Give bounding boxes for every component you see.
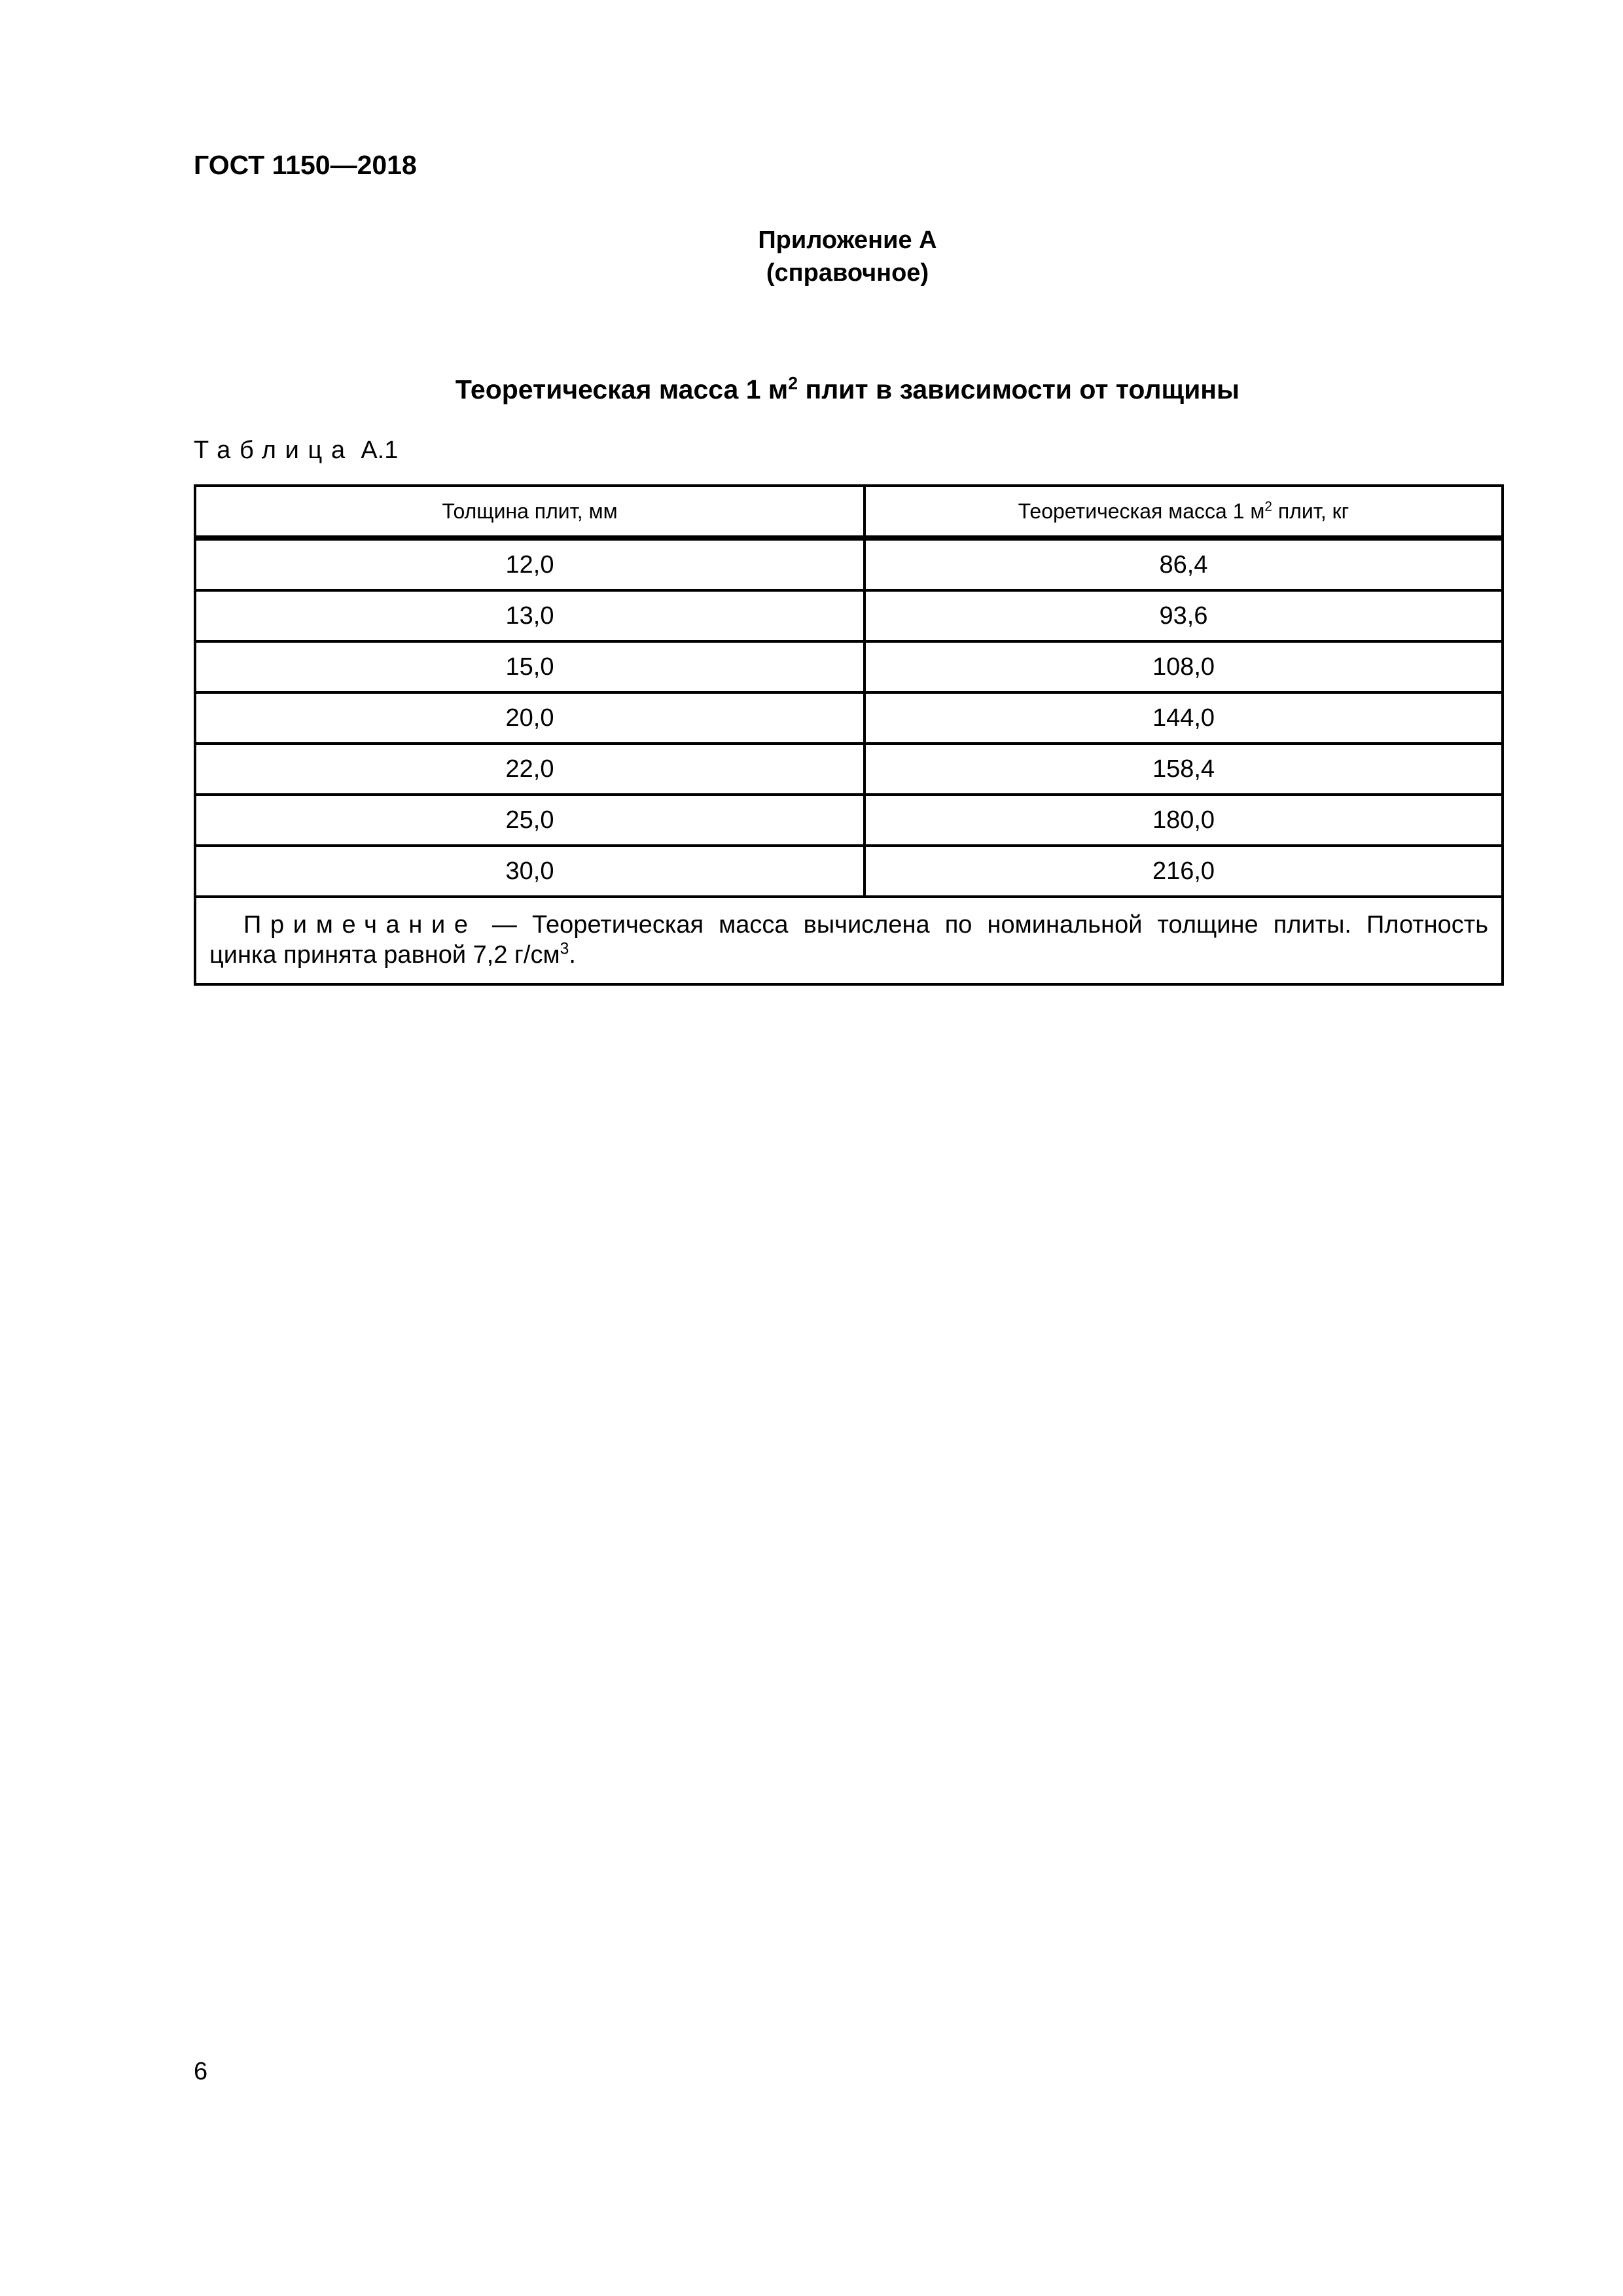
table-caption	[194, 434, 398, 467]
appendix-status: (справочное)	[766, 259, 929, 287]
table-row	[195, 744, 1503, 795]
header-mass-rest: плит, кг	[1272, 499, 1349, 523]
table-row	[195, 692, 1503, 744]
table-header-row	[195, 486, 1503, 538]
cell-mass: 216,0	[865, 846, 1503, 897]
table-note	[195, 897, 1503, 984]
cell-mass: 108,0	[865, 641, 1503, 692]
cell-mass: 93,6	[865, 590, 1503, 641]
appendix-title: Приложение А	[758, 226, 937, 254]
cell-mass: 86,4	[865, 538, 1503, 590]
note-text: — Теоретическая масса вычислена по номинальной толщине плиты. Плотность цинка принята равной 7,2 г/см	[209, 911, 1488, 969]
mass-table	[194, 484, 1504, 986]
table-row	[195, 795, 1503, 846]
section-title-main: Теоретическая масса 1 м	[455, 374, 789, 404]
cell-mass: 158,4	[865, 744, 1503, 795]
page-number: 6	[194, 2058, 208, 2085]
header-mass-main: Теоретическая масса 1 м	[1018, 499, 1265, 523]
cell-thickness: 12,0	[195, 538, 865, 590]
section-title	[194, 370, 1501, 409]
note-label: Примечание	[243, 911, 477, 939]
cell-thickness: 30,0	[195, 846, 865, 897]
cell-thickness: 15,0	[195, 641, 865, 692]
table-row	[195, 641, 1503, 692]
section-title-superscript: 2	[788, 373, 798, 393]
cell-mass: 180,0	[865, 795, 1503, 846]
header-mass	[865, 486, 1503, 538]
section-title-rest: плит в зависимости от толщины	[798, 374, 1240, 404]
appendix-heading	[194, 224, 1501, 289]
note-superscript: 3	[560, 940, 569, 958]
table-row	[195, 846, 1503, 897]
header-thickness: Толщина плит, мм	[195, 486, 865, 538]
table-caption-word: Таблица	[194, 437, 354, 464]
cell-thickness: 13,0	[195, 590, 865, 641]
table-note-row	[195, 897, 1503, 984]
cell-thickness: 25,0	[195, 795, 865, 846]
cell-thickness: 22,0	[195, 744, 865, 795]
table-caption-number: А.1	[353, 437, 399, 464]
cell-thickness: 20,0	[195, 692, 865, 744]
table-row	[195, 538, 1503, 590]
note-end: .	[569, 941, 576, 969]
header-mass-superscript: 2	[1264, 499, 1272, 514]
cell-mass: 144,0	[865, 692, 1503, 744]
document-code: ГОСТ 1150—2018	[194, 150, 417, 180]
table-row	[195, 590, 1503, 641]
